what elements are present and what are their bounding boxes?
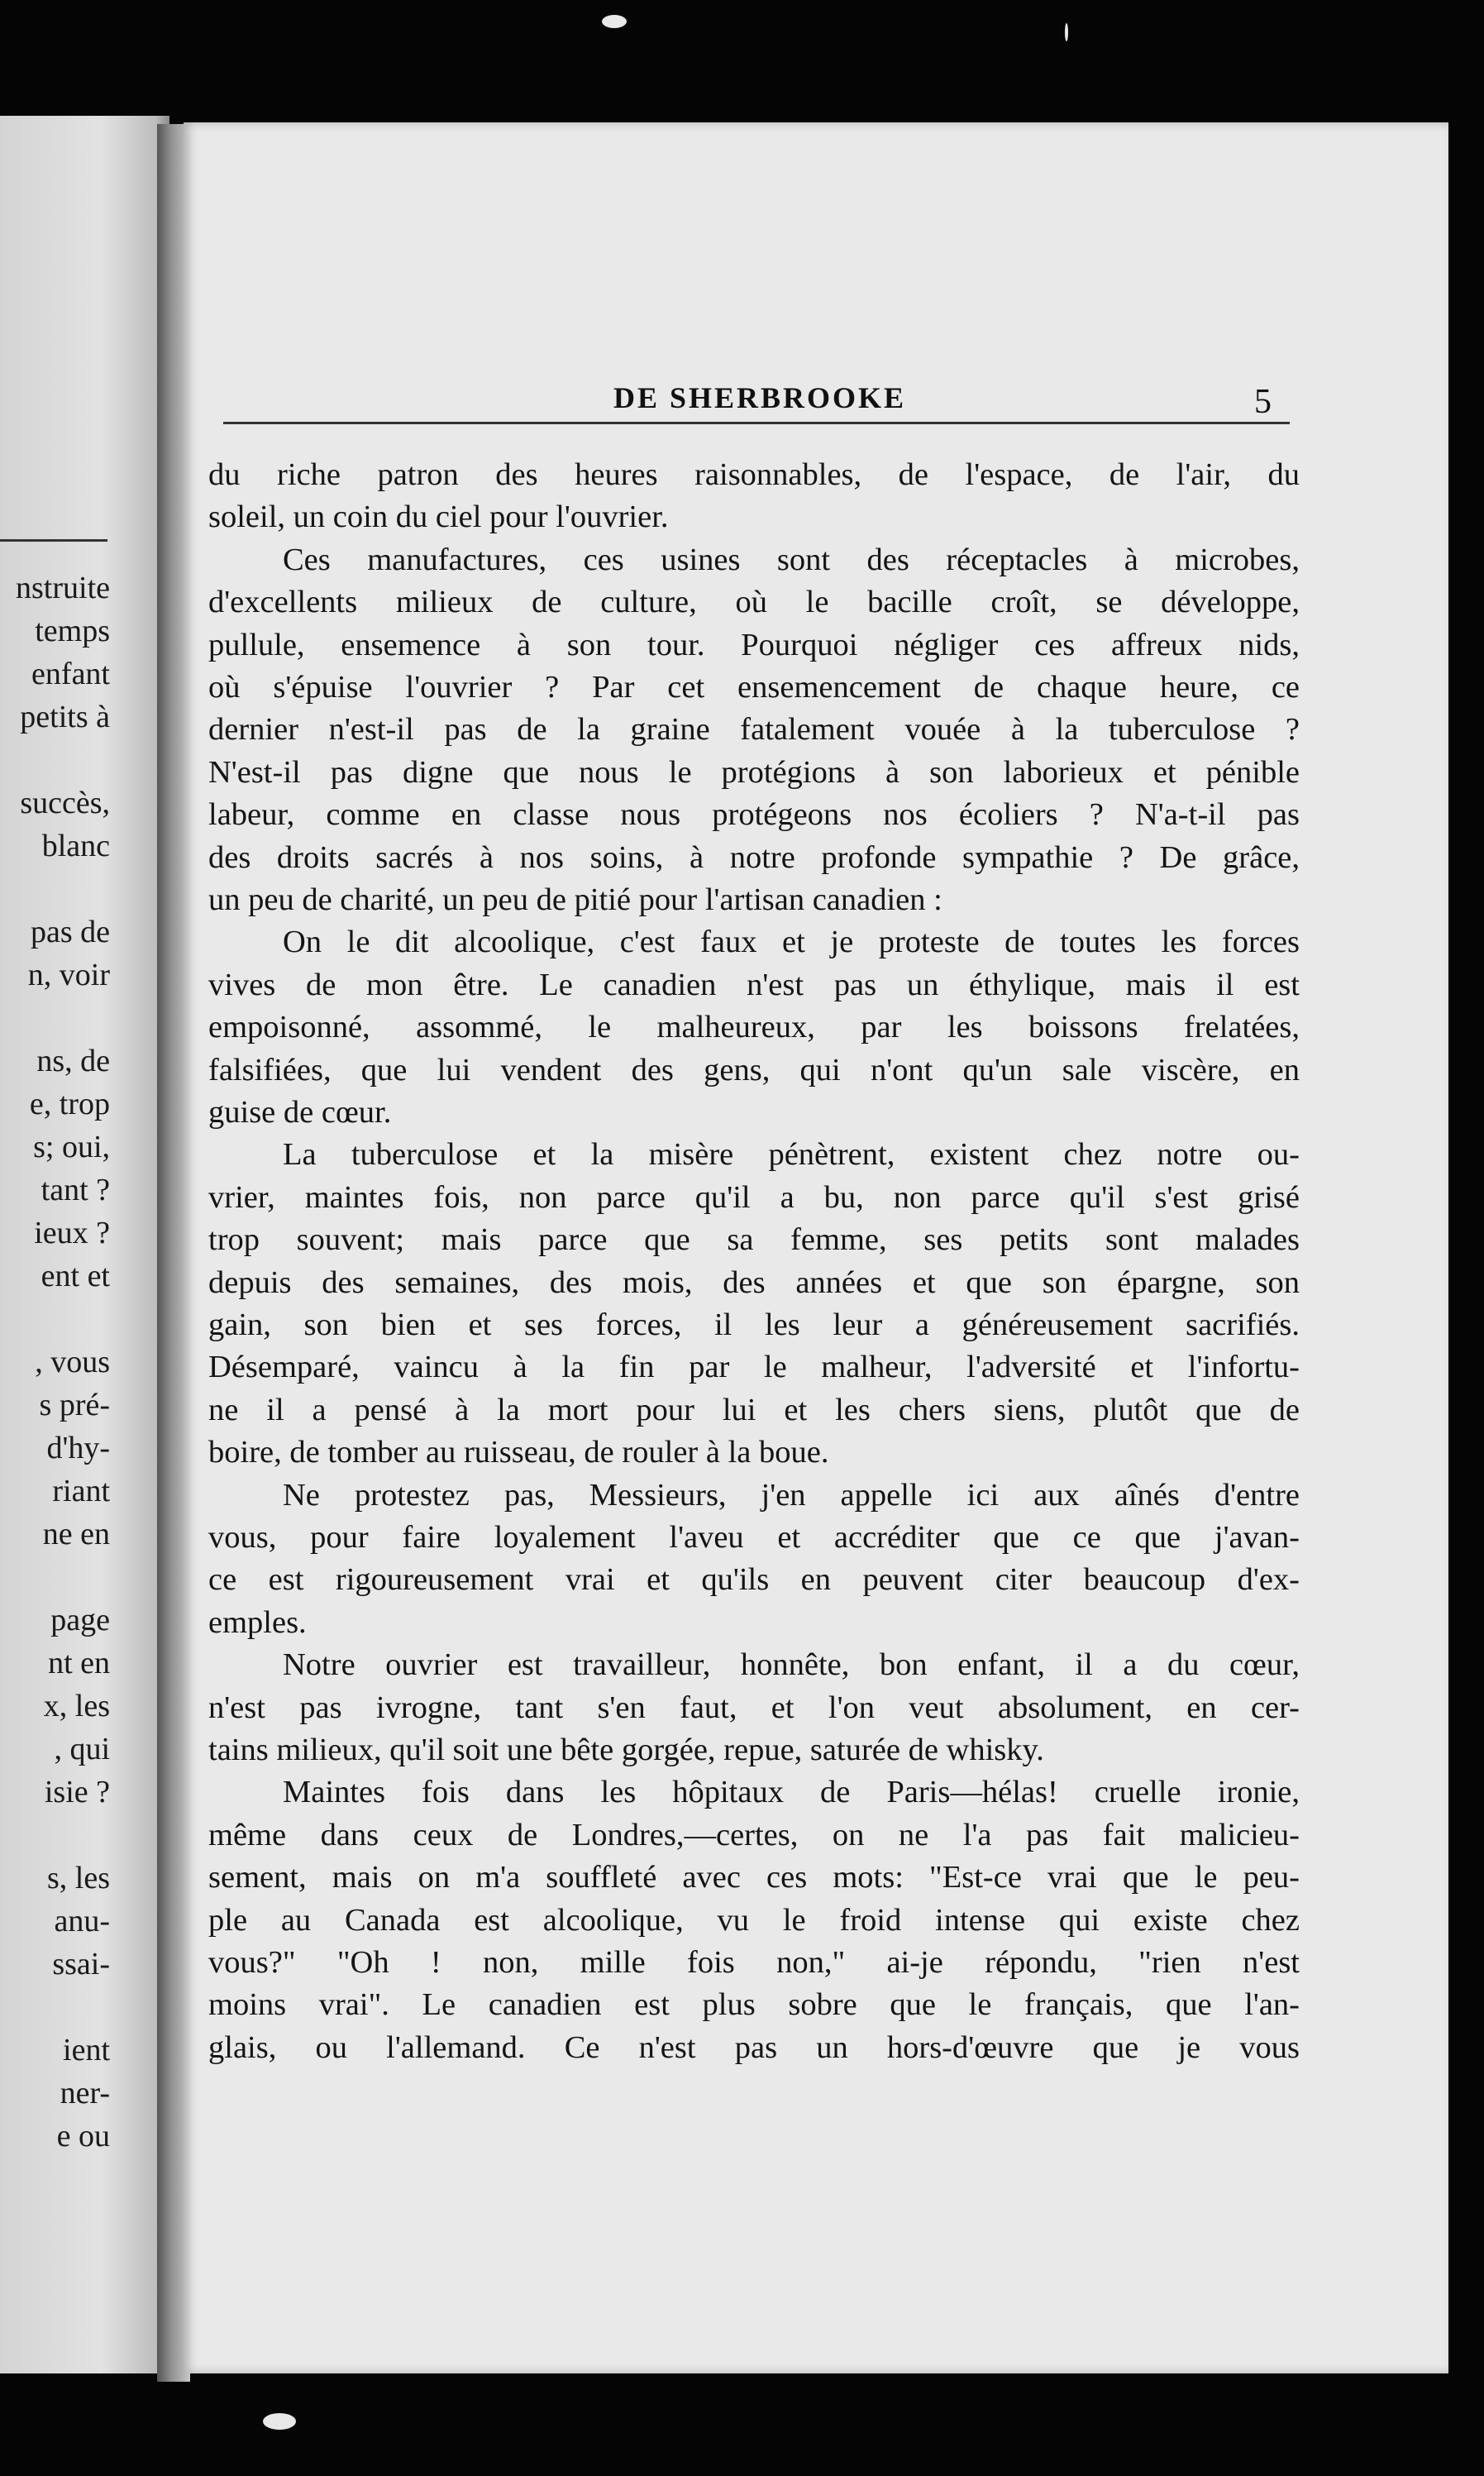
facing-page-line: nstruite: [16, 571, 110, 605]
text-line: La tuberculose et la misère pénètrent, existent chez notre ou-: [283, 1137, 1300, 1173]
text-line: ple au Canada est alcoolique, vu le froid intense qui existe chez: [208, 1902, 1300, 1938]
text-line: vous?" "Oh ! non, mille fois non," ai-je répondu, "rien n'est: [208, 1945, 1300, 1980]
facing-page-line: ne en: [42, 1517, 110, 1551]
facing-page-line: anu-: [54, 1904, 110, 1938]
facing-page-line: page: [50, 1603, 110, 1637]
text-line: N'est-il pas digne que nous le protégions à son laborieux et pénible: [208, 754, 1300, 790]
text-line: gain, son bien et ses forces, il les leur a généreusement sacrifiés.: [208, 1307, 1300, 1342]
page-number: 5: [1254, 383, 1272, 421]
text-line: vives de mon être. Le canadien n'est pas un éthylique, mais il est: [208, 967, 1300, 1002]
text-line: tains milieux, qu'il soit une bête gorgée, repue, saturée de whisky.: [208, 1733, 1044, 1767]
text-line: vrier, maintes fois, non parce qu'il a bu, non parce qu'il s'est grisé: [208, 1179, 1300, 1215]
facing-page-line: ent et: [41, 1259, 110, 1293]
facing-page-fragment: [0, 116, 169, 2373]
text-line: dernier n'est-il pas de la graine fatalement vouée à la tuberculose ?: [208, 712, 1300, 748]
facing-page-line: x, les: [43, 1689, 110, 1723]
text-line: guise de cœur.: [208, 1095, 392, 1130]
book-page: [184, 122, 1448, 2373]
facing-page-line: temps: [35, 614, 110, 648]
facing-page-line: ns, de: [36, 1044, 110, 1078]
text-line: On le dit alcoolique, c'est faux et je proteste de toutes les forces: [283, 925, 1300, 960]
text-line: un peu de charité, un peu de pitié pour l'artisan canadien :: [208, 882, 942, 917]
text-line: trop souvent; mais parce que sa femme, ses petits sont malades: [208, 1222, 1300, 1258]
running-head-title: DE SHERBROOKE: [613, 381, 907, 414]
facing-page-line: nt en: [48, 1646, 110, 1680]
text-line: moins vrai". Le canadien est plus sobre que le français, que l'an-: [208, 1987, 1300, 2023]
facing-page-line: petits à: [20, 700, 110, 734]
text-line: depuis des semaines, des mois, des années et que son épargne, son: [208, 1264, 1300, 1300]
facing-page-line: s pré-: [39, 1388, 110, 1422]
text-line: ce est rigoureusement vrai et qu'ils en peuvent citer beaucoup d'ex-: [208, 1562, 1300, 1598]
film-speck: [263, 2413, 296, 2430]
facing-page-line: tant ?: [41, 1173, 110, 1207]
facing-page-line: pas de: [30, 915, 110, 949]
facing-page-line: enfant: [31, 657, 110, 691]
header-rule: [223, 422, 1290, 424]
facing-page-line: e, trop: [29, 1087, 110, 1121]
facing-page-line: d'hy-: [46, 1431, 110, 1465]
facing-page-line: ieux ?: [34, 1216, 110, 1250]
text-line: glais, ou l'allemand. Ce n'est pas un hors-d'œuvre que je vous: [208, 2029, 1300, 2065]
text-line: empoisonné, assommé, le malheureux, par les boissons frelatées,: [208, 1010, 1300, 1045]
text-line: même dans ceux de Londres,—certes, on ne l'a pas fait malicieu-: [208, 1817, 1300, 1852]
text-line: sement, mais on m'a souffleté avec ces mots: "Est-ce vrai que le peu-: [208, 1860, 1300, 1895]
facing-page-line: s, les: [47, 1861, 110, 1895]
text-line: falsifiées, que lui vendent des gens, qui n'ont qu'un sale viscère, en: [208, 1052, 1300, 1087]
facing-page-line: ient: [63, 2033, 110, 2067]
running-head: [184, 380, 1448, 422]
text-line: ne il a pensé à la mort pour lui et les chers siens, plutôt que de: [208, 1392, 1300, 1427]
text-line: labeur, comme en classe nous protégeons nos écoliers ? N'a-t-il pas: [208, 797, 1300, 833]
facing-page-line: blanc: [41, 829, 110, 863]
text-line: d'excellents milieux de culture, où le bacille croît, se développe,: [208, 585, 1300, 620]
facing-page-line: isie ?: [44, 1775, 110, 1809]
facing-page-line: succès,: [20, 786, 110, 820]
facing-page-line: e ou: [56, 2119, 110, 2153]
text-line: boire, de tomber au ruisseau, de rouler à la boue.: [208, 1435, 829, 1470]
text-line: Maintes fois dans les hôpitaux de Paris—hélas! cruelle ironie,: [283, 1775, 1300, 1810]
facing-page-line: riant: [52, 1474, 110, 1508]
film-speck: [1065, 23, 1068, 41]
facing-page-line: ner-: [60, 2076, 110, 2110]
text-line: n'est pas ivrogne, tant s'en faut, et l'on veut absolument, en cer-: [208, 1690, 1300, 1725]
text-line: pullule, ensemence à son tour. Pourquoi négliger ces affreux nids,: [208, 627, 1300, 662]
text-line: des droits sacrés à nos soins, à notre profonde sympathie ? De grâce,: [208, 839, 1300, 875]
facing-page-rule: [0, 539, 107, 542]
facing-page-line: ssai-: [52, 1947, 110, 1981]
text-line: soleil, un coin du ciel pour l'ouvrier.: [208, 500, 669, 535]
text-line: Ces manufactures, ces usines sont des réceptacles à microbes,: [283, 542, 1300, 577]
text-line: où s'épuise l'ouvrier ? Par cet ensemencement de chaque heure, ce: [208, 670, 1300, 705]
text-line: Notre ouvrier est travailleur, honnête, bon enfant, il a du cœur,: [283, 1647, 1300, 1683]
facing-page-line: s; oui,: [33, 1130, 110, 1164]
text-line: Ne protestez pas, Messieurs, j'en appelle ici aux aînés d'entre: [283, 1477, 1300, 1513]
film-speck: [602, 15, 627, 28]
text-line: vous, pour faire loyalement l'aveu et accréditer que ce que j'avan-: [208, 1520, 1300, 1555]
text-line: Désemparé, vaincu à la fin par le malheur, l'adversité et l'infortu-: [208, 1350, 1300, 1385]
facing-page-line: n, voir: [27, 958, 110, 992]
facing-page-line: , qui: [54, 1732, 110, 1766]
facing-page-line: , vous: [35, 1345, 110, 1379]
text-line: emples.: [208, 1604, 307, 1640]
text-line: du riche patron des heures raisonnables, de l'espace, de l'air, du: [208, 457, 1300, 492]
